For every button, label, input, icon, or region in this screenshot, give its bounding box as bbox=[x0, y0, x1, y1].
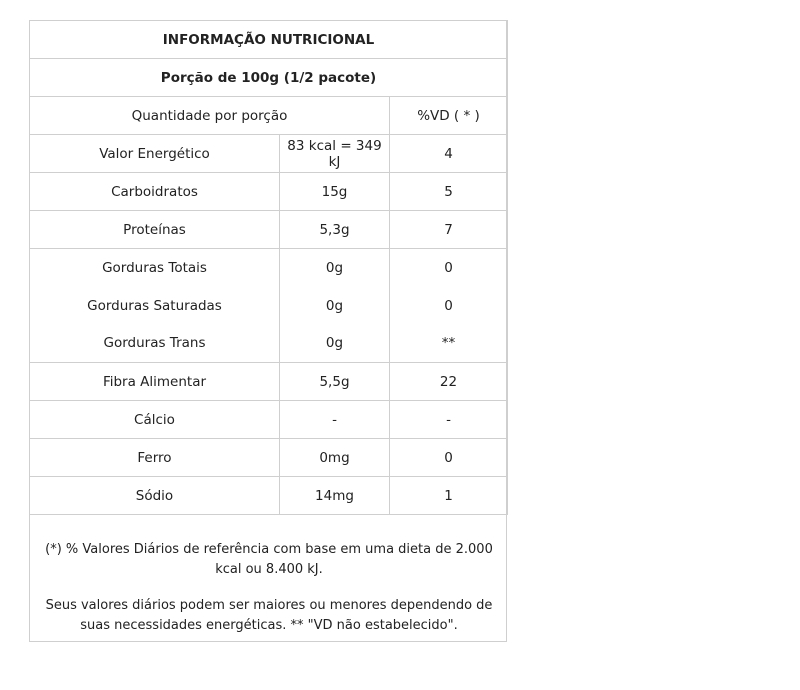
nutrient-name: Sódio bbox=[30, 477, 280, 515]
portion-row bbox=[30, 59, 508, 97]
nutrient-name: Gorduras Trans bbox=[30, 325, 280, 363]
table-row bbox=[30, 477, 508, 515]
nutrient-amount: 14mg bbox=[280, 477, 390, 515]
nutrient-amount: 5,3g bbox=[280, 211, 390, 249]
table-title: INFORMAÇÃO NUTRICIONAL bbox=[30, 21, 508, 59]
nutrient-dv: 4 bbox=[390, 135, 508, 173]
table-row bbox=[30, 249, 508, 287]
nutrient-amount: 15g bbox=[280, 173, 390, 211]
nutrient-dv: 22 bbox=[390, 363, 508, 401]
title-row bbox=[30, 21, 508, 59]
nutrient-dv: 5 bbox=[390, 173, 508, 211]
header-row bbox=[30, 97, 508, 135]
nutrient-name: Cálcio bbox=[30, 401, 280, 439]
nutrient-amount: - bbox=[280, 401, 390, 439]
table-row bbox=[30, 173, 508, 211]
table-row bbox=[30, 325, 508, 363]
nutrient-name: Fibra Alimentar bbox=[30, 363, 280, 401]
nutrient-dv: 1 bbox=[390, 477, 508, 515]
dv-header: %VD ( * ) bbox=[390, 97, 508, 135]
nutrient-amount: 0g bbox=[280, 287, 390, 325]
table-row bbox=[30, 287, 508, 325]
nutrient-name: Carboidratos bbox=[30, 173, 280, 211]
table-row bbox=[30, 363, 508, 401]
nutrient-name: Ferro bbox=[30, 439, 280, 477]
footnote-reference: (*) % Valores Diários de referência com base em uma dieta de 2.000 kcal ou 8.400 kJ. bbox=[45, 542, 493, 577]
nutrient-amount: 0g bbox=[280, 249, 390, 287]
nutrition-table bbox=[29, 20, 508, 515]
table-row bbox=[30, 135, 508, 173]
nutrient-dv: - bbox=[390, 401, 508, 439]
nutrient-dv: 0 bbox=[390, 249, 508, 287]
nutrient-name: Valor Energético bbox=[30, 135, 280, 173]
nutrient-dv: ** bbox=[390, 325, 508, 363]
nutrient-dv: 0 bbox=[390, 287, 508, 325]
nutrient-dv: 7 bbox=[390, 211, 508, 249]
nutrient-name: Proteínas bbox=[30, 211, 280, 249]
portion-label: Porção de 100g (1/2 pacote) bbox=[30, 59, 508, 97]
quantity-header: Quantidade por porção bbox=[30, 97, 390, 135]
nutrient-amount: 83 kcal = 349 kJ bbox=[280, 135, 390, 173]
nutrient-dv: 0 bbox=[390, 439, 508, 477]
nutrient-name: Gorduras Saturadas bbox=[30, 287, 280, 325]
nutrient-amount: 5,5g bbox=[280, 363, 390, 401]
table-row bbox=[30, 439, 508, 477]
nutrient-amount: 0g bbox=[280, 325, 390, 363]
footnote-section bbox=[30, 528, 508, 652]
footnote-disclaimer: Seus valores diários podem ser maiores ou menores dependendo de suas necessidades energéticas. ** "VD não estabelecido". bbox=[45, 598, 493, 633]
table-row bbox=[30, 401, 508, 439]
nutrient-name: Gorduras Totais bbox=[30, 249, 280, 287]
table-row bbox=[30, 211, 508, 249]
nutrient-amount: 0mg bbox=[280, 439, 390, 477]
nutrition-facts-panel bbox=[29, 20, 507, 642]
